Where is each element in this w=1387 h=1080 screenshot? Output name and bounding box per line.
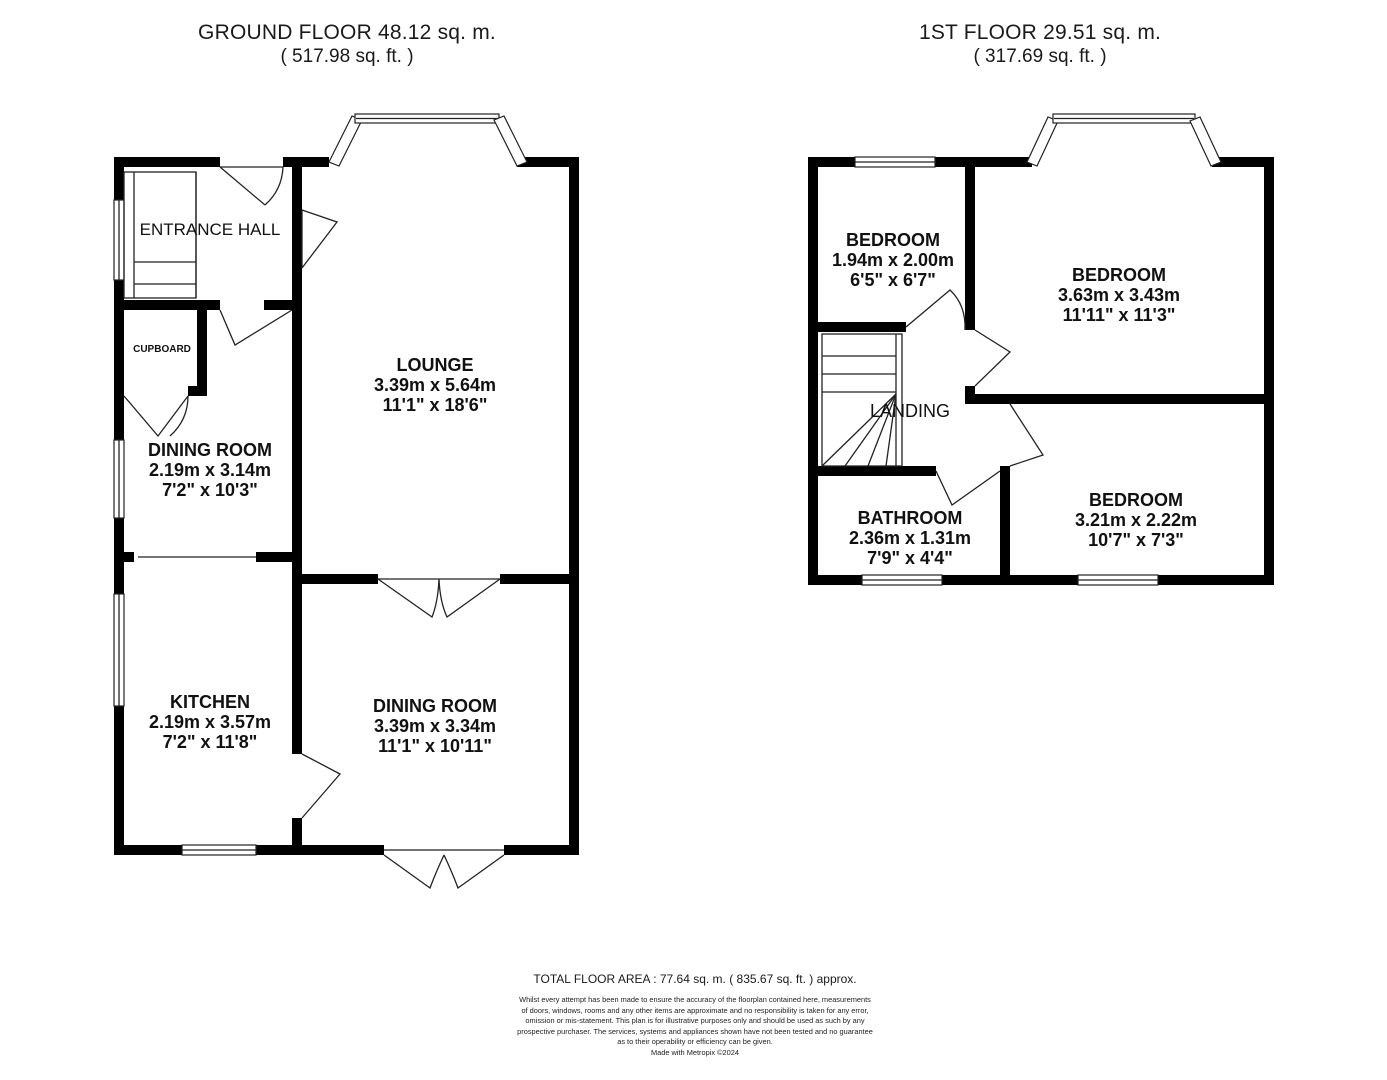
ff-wall-bottom-right [1158, 575, 1274, 585]
ff-main-bedroom-door [975, 330, 1010, 386]
gf-wall-bottom-right [504, 845, 579, 855]
ff-wall-small-bedroom-bottom [818, 322, 906, 332]
first-floor-plan [808, 114, 1274, 585]
bedroom-rear-metric: 3.21m x 2.22m [1074, 510, 1198, 530]
lounge-metric: 3.39m x 5.64m [373, 375, 497, 395]
bedroom-main-label: BEDROOM [1072, 265, 1166, 285]
bathroom-label: BATHROOM [857, 508, 963, 528]
gf-wall-hall-lounge [292, 167, 302, 300]
gf-wall-lounge-dining-right [500, 574, 569, 584]
gf-wall-right [569, 157, 579, 855]
gf-wall-lounge-dining-left [302, 574, 378, 584]
dining-room-small-imperial: 7'2" x 10'3" [162, 480, 258, 500]
ff-wall-top-mid [935, 157, 1032, 167]
ff-wall-right [1264, 157, 1274, 585]
gf-wall-cupboard-right [197, 310, 207, 386]
ff-bay-window-left [1027, 117, 1058, 166]
disclaimer-line: of doors, windows, rooms and any other items are approximate and no responsibility is taken for any error, [521, 1005, 869, 1015]
bedroom-rear-label: BEDROOM [1089, 490, 1183, 510]
kitchen-label: KITCHEN [170, 692, 250, 712]
ff-rear-bedroom-door [1010, 404, 1043, 466]
footer [440, 972, 950, 1059]
ground-floor-title: GROUND FLOOR 48.12 sq. m. [198, 21, 496, 44]
ff-wall-bathroom-right [1000, 466, 1010, 575]
bedroom-small-metric: 1.94m x 2.00m [831, 250, 955, 270]
disclaimer-line: omission or mis-statement. This plan is for illustrative purposes only and should be used as such by any [525, 1016, 865, 1026]
disclaimer [440, 995, 950, 1059]
gf-wall-top-mid [283, 157, 329, 167]
ground-floor-area-sqft: ( 517.98 sq. ft. ) [280, 46, 414, 67]
ground-floor-plan [114, 114, 579, 888]
bedroom-small-label: BEDROOM [846, 230, 940, 250]
first-floor-area-sqft: ( 317.69 sq. ft. ) [973, 46, 1107, 67]
first-floor-title: 1ST FLOOR 29.51 sq. m. [918, 21, 1162, 44]
ff-small-bedroom-door [906, 290, 965, 330]
dining-room-large-imperial: 11'1" x 10'11" [378, 736, 492, 756]
ff-wall-main-bedroom-landing [965, 386, 975, 404]
ff-wall-main-rear-bedroom [965, 394, 1264, 404]
disclaimer-line: Whilst every attempt has been made to ensure the accuracy of the floorplan contained here, measurements [519, 995, 871, 1004]
gf-wall-top-left [114, 157, 220, 167]
ff-staircase [822, 334, 902, 466]
gf-wall-cupboard-bottom [188, 386, 207, 396]
gf-wall-dining-kitchen-left [124, 552, 134, 562]
disclaimer-line: as to their operability or efficiency can be given. [617, 1037, 773, 1047]
gf-patio-double-door [384, 850, 504, 888]
gf-wall-bottom-mid [256, 845, 384, 855]
ff-wall-bottom-left [808, 575, 862, 585]
bathroom-imperial: 7'9" x 4'4" [867, 548, 953, 568]
gf-wall-kitchen-dining-low [292, 818, 302, 855]
gf-lounge-dining-double-door [378, 579, 500, 617]
gf-hall-lounge-door [302, 210, 337, 268]
gf-wall-hall-door-right [264, 300, 302, 310]
gf-front-door [220, 167, 283, 205]
total-floor-area: TOTAL FLOOR AREA : 77.64 sq. m. ( 835.67 sq. ft. ) approx. [533, 972, 857, 986]
bathroom-metric: 2.36m x 1.31m [848, 528, 972, 548]
ff-wall-small-main-bedroom [965, 167, 975, 330]
dining-room-small-label: DINING ROOM [148, 440, 272, 460]
lounge-imperial: 11'1" x 18'6" [382, 395, 488, 415]
entrance-hall-label: ENTRANCE HALL [139, 220, 281, 239]
dining-room-small-metric: 2.19m x 3.14m [148, 460, 272, 480]
bedroom-small-imperial: 6'5" x 6'7" [850, 270, 936, 290]
bedroom-rear-imperial: 10'7" x 7'3" [1088, 530, 1184, 550]
gf-bay-window-right [494, 116, 527, 166]
ff-wall-bathroom-top [818, 466, 936, 476]
gf-hall-dining-door [220, 310, 292, 345]
ff-wall-bottom-mid [942, 575, 1078, 585]
landing-label: LANDING [869, 401, 951, 421]
gf-wall-lounge-left [292, 300, 302, 562]
cupboard-label: CUPBOARD [133, 344, 191, 355]
ff-wall-left [808, 157, 818, 585]
ff-bathroom-door [936, 471, 1000, 505]
gf-kitchen-dining-door [302, 754, 340, 818]
gf-wall-dining-kitchen-right [256, 552, 302, 562]
made-with-credit: Made with Metropix ©2024 [650, 1047, 740, 1057]
gf-wall-stairs-bottom [124, 300, 220, 310]
gf-wall-bottom-left [114, 845, 182, 855]
disclaimer-line: prospective purchaser. The services, systems and appliances shown have not been tested and no guarantee [517, 1026, 873, 1036]
lounge-label: LOUNGE [396, 355, 474, 375]
dining-room-large-label: DINING ROOM [373, 696, 497, 716]
bedroom-main-metric: 3.63m x 3.43m [1057, 285, 1181, 305]
kitchen-imperial: 7'2" x 11'8" [162, 732, 258, 752]
bedroom-main-imperial: 11'11" x 11'3" [1062, 305, 1176, 325]
gf-wall-kitchen-dining [292, 562, 302, 754]
gf-cupboard-door [124, 396, 188, 436]
kitchen-metric: 2.19m x 3.57m [148, 712, 272, 732]
dining-room-large-metric: 3.39m x 3.34m [373, 716, 497, 736]
ff-bay-window-right [1190, 117, 1221, 166]
